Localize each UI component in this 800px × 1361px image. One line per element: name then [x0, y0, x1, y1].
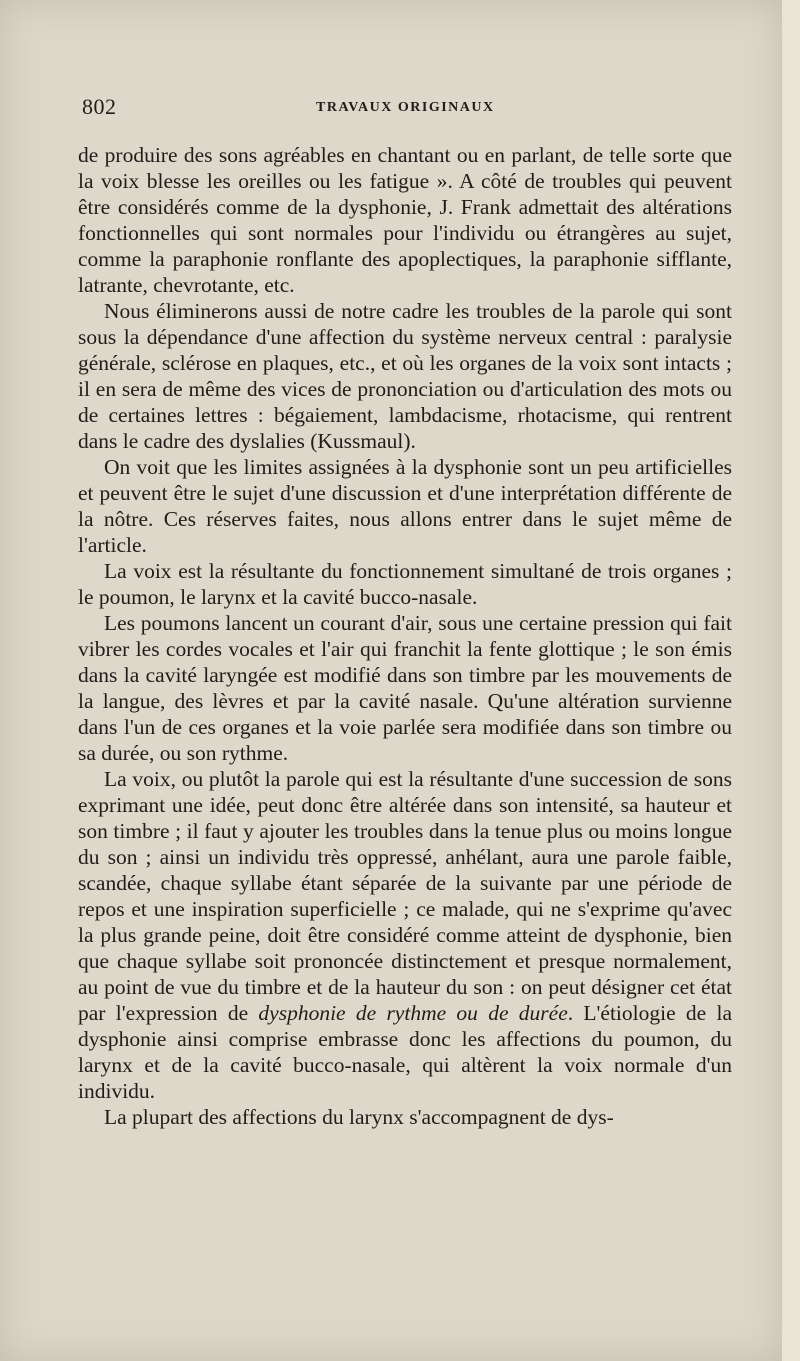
running-title: TRAVAUX ORIGINAUX [316, 100, 495, 115]
paragraph-1: de produire des sons agréables en chantant ou en parlant, de telle sorte que la voix blesse les oreilles ou les fatigue ». A côté de troubles qui peuvent être considérés comme de la dysphonie, J. Frank admettait des altérations fonctionnelles qui sont normales pour l'individu ou étrangères au sujet, comme la paraphonie ronflante des apoplectiques, la paraphonie sifflante, latrante, chevrotante, etc. [78, 143, 732, 297]
paragraph-6-text-after: . L'étiologie de la dysphonie ainsi comprise embrasse donc les affections du poumon, du larynx et de la cavité bucco-nasale, qui altèrent la voix normale d'un individu. [78, 1001, 733, 1103]
paragraph-6-emphasis: dysphonie de rythme ou de durée [258, 1001, 568, 1025]
page-number: 802 [82, 94, 117, 119]
paragraph-3: On voit que les limites assignées à la dysphonie sont un peu artificielles et peuvent être le sujet d'une discussion et d'une interprétation différente de la nôtre. Ces réserves faites, nous allons entrer dans le sujet même de l'article. [78, 455, 732, 557]
page-header [82, 94, 732, 120]
paragraph-5: Les poumons lancent un courant d'air, sous une certaine pression qui fait vibrer les cordes vocales et l'air qui franchit la fente glottique ; le son émis dans la cavité laryngée est modifié dans son timbre par les mouvements de la langue, des lèvres et par la cavité nasale. Qu'une altération survienne dans l'un de ces organes et la voie parlée sera modifiée dans son timbre ou sa durée, ou son rythme. [78, 611, 732, 765]
paragraph-7: La plupart des affections du larynx s'accompagnent de dys- [104, 1105, 614, 1129]
paragraph-4: La voix est la résultante du fonctionnement simultané de trois organes ; le poumon, le larynx et la cavité bucco-nasale. [78, 559, 732, 609]
paragraph-6-text-before: La voix, ou plutôt la parole qui est la résultante d'une succession de sons exprimant une idée, peut donc être altérée dans son intensité, sa hauteur et son timbre ; il faut y ajouter les troubles dans la tenue plus ou moins longue du son ; ainsi un individu très oppressé, anhélant, aura une parole faible, scandée, chaque syllabe étant séparée de la suivante par une période de repos et une inspiration superficielle ; ce malade, qui ne s'exprime qu'avec la plus grande peine, doit être considéré comme atteint de dysphonie, bien que chaque syllabe soit prononcée distinctement et presque normalement, au point de vue du timbre et de la hauteur du son : on peut désigner cet état par l'expression de [78, 767, 732, 1025]
body-text [78, 142, 732, 1130]
paragraph-2: Nous éliminerons aussi de notre cadre les troubles de la parole qui sont sous la dépendance d'une affection du système nerveux central : paralysie générale, sclérose en plaques, etc., et où les organes de la voix sont intacts ; il en sera de même des vices de prononciation ou d'articulation des mots ou de certaines lettres : bégaiement, lambdacisme, rhotacisme, qui rentrent dans le cadre des dyslalies (Kussmaul). [78, 299, 732, 453]
paragraph-6 [78, 766, 732, 1104]
